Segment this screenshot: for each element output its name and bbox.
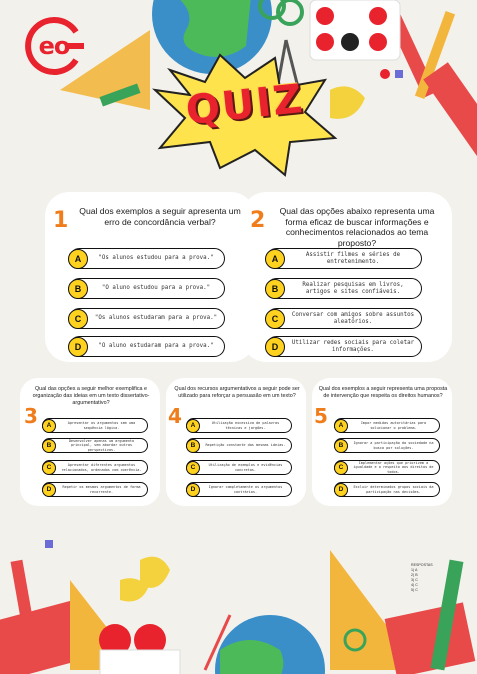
question-text: Qual dos exemplos a seguir representa uma proposta de intervenção que respeita os direitos humanos? [318,386,448,399]
option-a[interactable] [69,248,225,269]
question-card-3 [20,378,160,506]
question-card-4 [166,378,306,506]
option-letter: B [334,439,348,453]
option-letter: D [42,483,56,497]
answer-key-label: RESPOSTAS [411,563,433,567]
answer-key-item: 1) A [411,568,418,572]
option-text: Impor medidas autoritárias para solucionar o problema. [360,421,427,430]
option-a[interactable] [334,418,440,433]
question-card-1 [45,192,255,362]
option-text: "Os alunos estudaram para a prova." [94,315,218,321]
option-b[interactable] [334,438,440,453]
option-text: Utilização excessiva de palavras técnicas e jargões. [211,421,280,430]
option-letter: A [42,419,56,433]
option-a[interactable] [266,248,422,269]
question-number: 2 [250,208,266,233]
option-letter: C [68,309,88,329]
option-d[interactable] [334,482,440,497]
answer-key-item: 3) C [411,578,418,582]
option-c[interactable] [42,460,148,475]
question-number: 3 [24,404,38,428]
option-letter: A [265,249,285,269]
option-text: Ignorar a participação da sociedade na busca por soluções. [353,441,434,450]
option-text: Utilizar redes sociais para coletar informações. [291,339,415,353]
option-letter: B [265,279,285,299]
option-text: Utilização de exemplos e evidências concretas. [208,463,283,472]
question-text: Qual das opções a seguir melhor exemplifica e organização das ideias em um texto dissertativo-argumentativo? [32,386,150,406]
option-text: Repetição constante das mesmas ideias. [205,443,286,448]
question-number: 4 [168,404,182,428]
eo-logo [22,14,86,78]
option-letter: C [334,461,348,475]
question-card-2 [242,192,452,362]
option-letter: D [265,337,285,357]
option-letter: C [186,461,200,475]
option-text: "O aluno estudou para a prova." [101,285,211,291]
answer-key-item: 4) C [411,583,418,587]
option-text: "Os alunos estudou para a prova." [98,255,214,261]
option-c[interactable] [266,308,422,329]
option-text: Conversar com amigos sobre assuntos aleatórios. [291,311,415,325]
option-letter: A [68,249,88,269]
option-b[interactable] [186,438,292,453]
question-text: Qual das opções abaixo representa uma forma eficaz de buscar informações e conhecimentos relacionados ao tema proposto? [279,206,435,248]
option-text: Assistir filmes e séries de entretenimento. [305,251,401,265]
option-c[interactable] [334,460,440,475]
option-d[interactable] [69,336,225,357]
option-text: "O aluno estudaram para a prova." [98,343,214,349]
option-letter: D [334,483,348,497]
option-letter: B [186,439,200,453]
option-text: Desenvolver apenas um argumento principal, sem abordar outras perspectivas. [68,438,135,452]
option-a[interactable] [42,418,148,433]
option-letter: A [334,419,348,433]
option-letter: B [68,279,88,299]
option-letter: A [186,419,200,433]
question-card-5 [312,378,452,506]
option-text: Excluir determinados grupos sociais da participação nas decisões. [353,485,434,494]
option-b[interactable] [69,278,225,299]
option-b[interactable] [42,438,148,453]
option-text: Apresentar os argumentos sem uma sequência lógica. [67,421,136,430]
question-number: 1 [53,208,69,233]
school-supplies-bottom-decoration [0,520,477,674]
option-text: Implementar ações que priorizem a igualdade e o respeito aos direitos de todos. [353,460,434,474]
quiz-title: QUIZ [183,75,307,135]
question-number: 5 [314,404,328,428]
question-text: Qual dos recursos argumentativos a seguir pode ser utilizado para reforçar a persuasão em um texto? [174,386,300,399]
answer-key-item: 5) C [411,588,418,592]
option-letter: B [42,439,56,453]
option-d[interactable] [42,482,148,497]
answer-key-item: 2) B [411,573,418,577]
option-d[interactable] [186,482,292,497]
option-text: Repetir os mesmos argumentos de forma recorrente. [62,485,141,494]
answer-key [411,563,433,593]
option-c[interactable] [186,460,292,475]
option-letter: C [42,461,56,475]
option-text: Ignorar completamente os argumentos contrários. [208,485,283,494]
option-a[interactable] [186,418,292,433]
option-letter: D [68,337,88,357]
option-letter: D [186,483,200,497]
option-text: Realizar pesquisas em livros, artigos e sites confiáveis. [302,281,404,295]
option-b[interactable] [266,278,422,299]
option-c[interactable] [69,308,225,329]
logo-text: eo [38,32,70,60]
question-text: Qual dos exemplos a seguir apresenta um erro de concordância verbal? [79,206,241,227]
option-d[interactable] [266,336,422,357]
option-letter: C [265,309,285,329]
option-text: Apresentar diferentes argumentos relacionados, ordenados com coerência. [61,463,142,472]
